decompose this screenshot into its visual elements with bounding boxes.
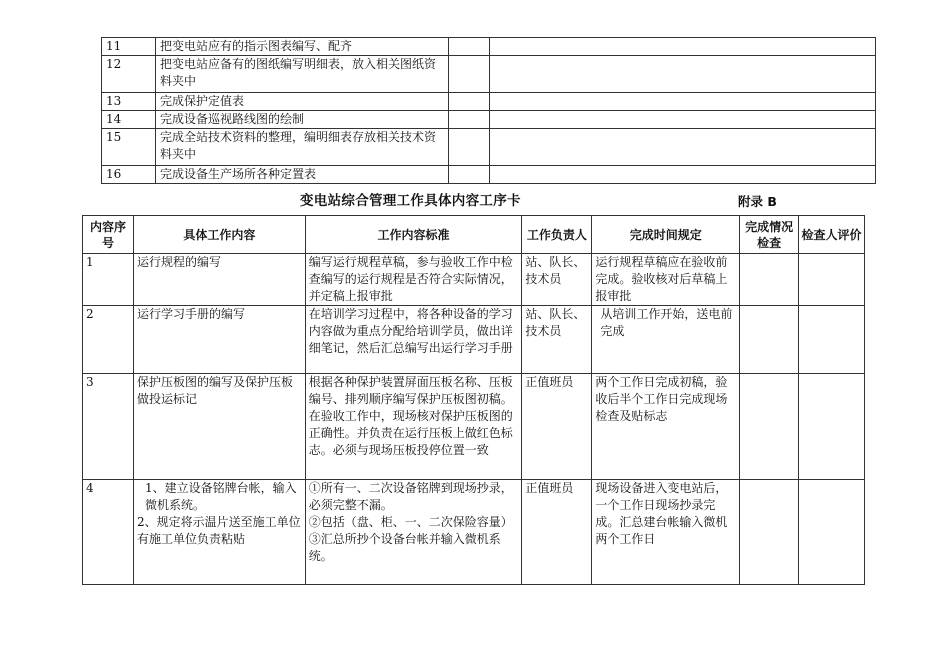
table-row: [102, 93, 876, 111]
row-number: 3: [83, 374, 134, 480]
row-owner: 正值班员: [522, 374, 592, 480]
table-row: [102, 129, 876, 166]
row-reviewer: [799, 374, 865, 480]
row-owner: 正值班员: [522, 480, 592, 585]
row-reviewer: [799, 480, 865, 585]
row-reviewer: [799, 254, 865, 306]
row-number: 4: [83, 480, 134, 585]
row-reviewer: [799, 306, 865, 374]
row-standard: 在培训学习过程中，将各种设备的学习内容做为重点分配给培训学员，做出详细笔记，然后汇总编写出运行学习手册: [305, 306, 522, 374]
appendix-label: 附录 B: [738, 194, 777, 209]
row-content: 完成全站技术资料的整理，编明细表存放相关技术资料夹中: [155, 129, 448, 166]
standard-item: ②包括（盘、柜、一、二次保险容量）: [308, 515, 513, 529]
content-item: 1、建立设备铭牌台帐，输入微机系统。: [144, 481, 297, 512]
table-row: [83, 374, 865, 480]
row-number: 13: [102, 93, 156, 111]
row-content: 完成保护定值表: [155, 93, 448, 111]
header-row: [83, 216, 865, 254]
row-number: 14: [102, 111, 156, 129]
row-check: [740, 374, 799, 480]
row-number: 1: [83, 254, 134, 306]
header-no: 内容序号: [83, 216, 134, 254]
table-row: [83, 306, 865, 374]
header-check: 完成情况检查: [740, 216, 799, 254]
header-owner: 工作负责人: [522, 216, 592, 254]
table-row: [102, 38, 876, 56]
row-content: 完成设备巡视路线图的绘制: [155, 111, 448, 129]
row-content: 把变电站应备有的图纸编写明细表，放入相关图纸资料夹中: [155, 56, 448, 93]
row-time: 运行规程草稿应在验收前完成。验收核对后草稿上报审批: [592, 254, 740, 306]
row-number: 11: [102, 38, 156, 56]
table-row: [83, 480, 865, 585]
header-time: 完成时间规定: [592, 216, 740, 254]
table-row: [102, 56, 876, 93]
row-number: 15: [102, 129, 156, 166]
table-row: [102, 166, 876, 184]
row-standard: 根据各种保护装置屏面压板名称、压板编号、排列顺序编写保护压板图初稿。在验收工作中，现场核对保护压板图的正确性。并负责在运行压板上做红色标志。必须与现场压板投停位置一致: [305, 374, 522, 480]
row-content: 运行学习手册的编写: [133, 306, 305, 374]
standard-item: ①所有一、二次设备铭牌到现场抄录，必须完整不漏。: [308, 481, 513, 512]
row-content: 保护压板图的编写及保护压板做投运标记: [133, 374, 305, 480]
top-table: [101, 37, 876, 184]
row-check: [740, 480, 799, 585]
row-number: 16: [102, 166, 156, 184]
row-check: [740, 306, 799, 374]
row-check: [740, 254, 799, 306]
table-row: [102, 111, 876, 129]
row-standard: 编写运行规程草稿，参与验收工作中检查编写的运行规程是否符合实际情况，并定稿上报审批: [305, 254, 522, 306]
standard-item: ③汇总所抄个设备台帐并输入微机系统。: [308, 532, 501, 563]
row-owner: 站、队长、技术员: [522, 306, 592, 374]
row-owner: 站、队长、技术员: [522, 254, 592, 306]
row-number: 2: [83, 306, 134, 374]
table-row: [83, 254, 865, 306]
row-content: 运行规程的编写: [133, 254, 305, 306]
main-table: [82, 215, 865, 585]
row-content: 把变电站应有的指示图表编写、配齐: [155, 38, 448, 56]
row-number: 12: [102, 56, 156, 93]
page-title: 变电站综合管理工作具体内容工序卡: [300, 193, 521, 209]
header-standard: 工作内容标准: [305, 216, 522, 254]
content-item: 2、规定将示温片送至施工单位有施工单位负责粘贴: [136, 515, 301, 546]
header-content: 具体工作内容: [133, 216, 305, 254]
row-time: 现场设备进入变电站后，一个工作日现场抄录完成。汇总建台帐输入微机两个工作日: [592, 480, 740, 585]
row-time: 从培训工作开始，送电前完成: [592, 306, 740, 374]
row-content: [133, 480, 305, 585]
header-reviewer: 检查人评价: [799, 216, 865, 254]
row-content: 完成设备生产场所各种定置表: [155, 166, 448, 184]
row-time: 两个工作日完成初稿，验收后半个工作日完成现场检查及贴标志: [592, 374, 740, 480]
row-standard: [305, 480, 522, 585]
